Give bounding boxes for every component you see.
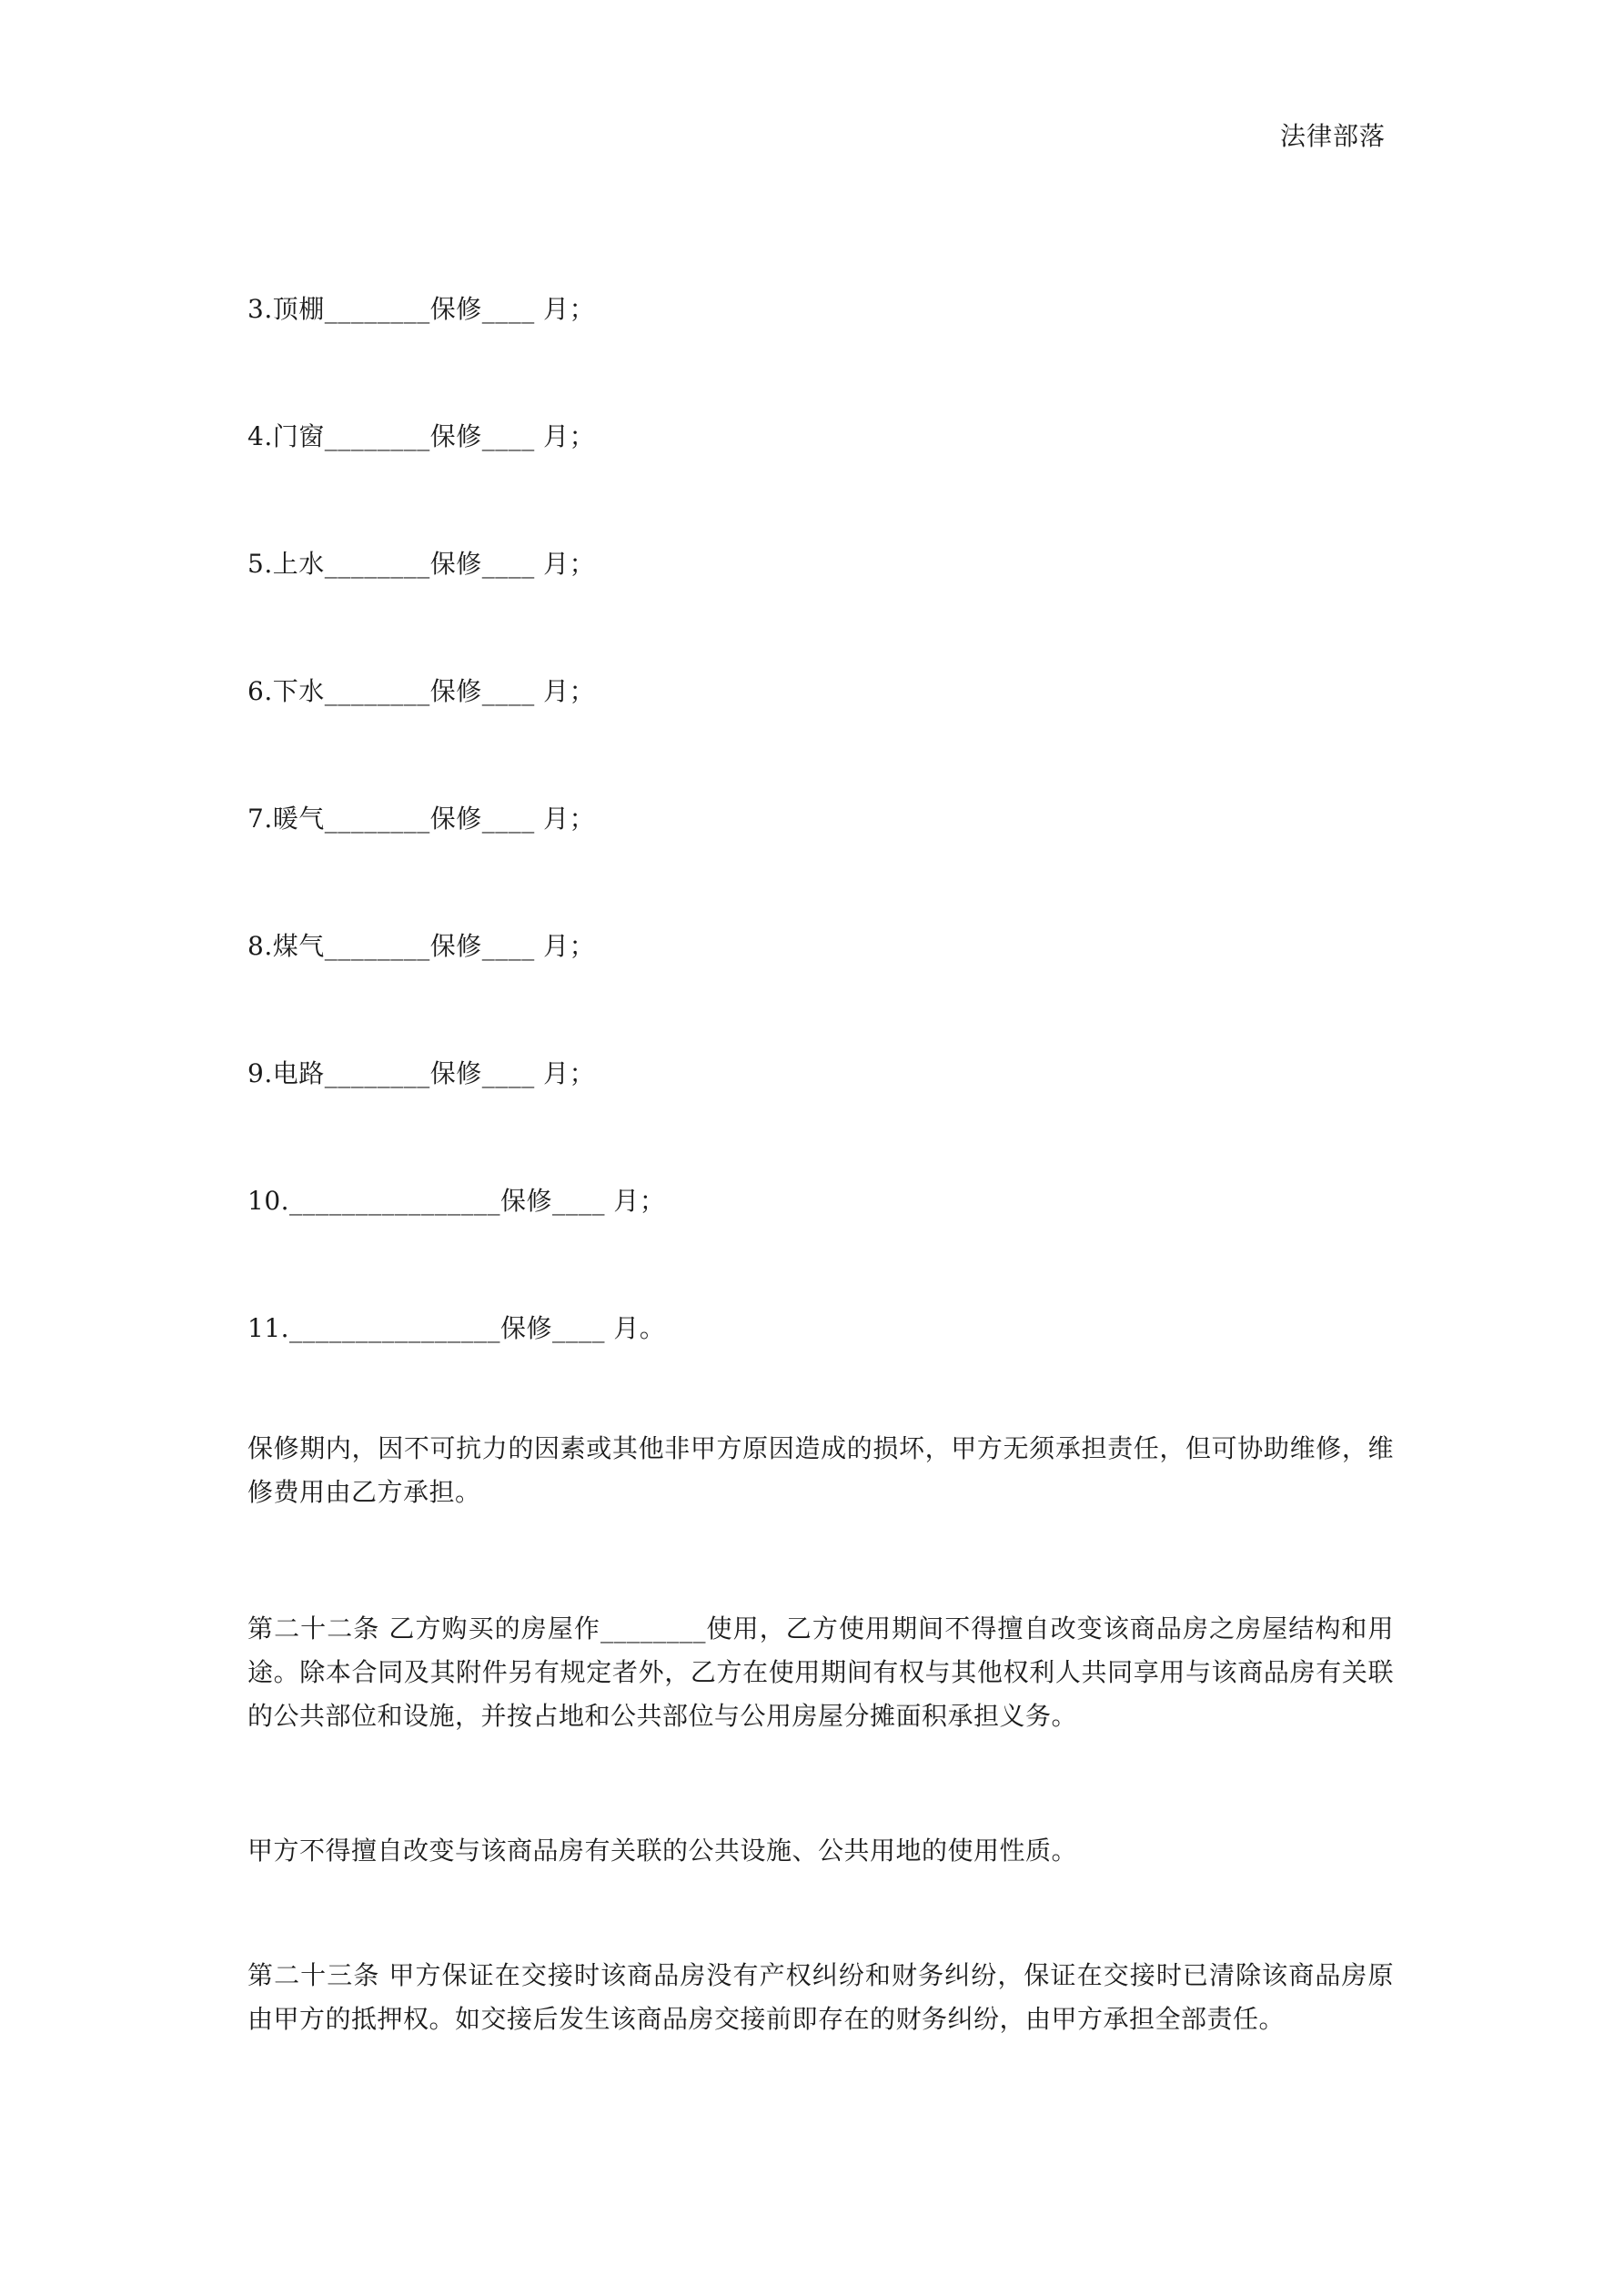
- warranty-item-6: 6.下水________保修____ 月；: [247, 676, 596, 706]
- warranty-item-3: 3.顶棚________保修____ 月；: [247, 294, 596, 324]
- header-brand: 法律部落: [1279, 121, 1386, 151]
- warranty-item-5: 5.上水________保修____ 月；: [247, 549, 596, 579]
- paragraph-warranty-note: 保修期内，因不可抗力的因素或其他非甲方原因造成的损坏，甲方无须承担责任，但可协助维修，维修费用由乙方承担。: [247, 1433, 1394, 1507]
- warranty-item-4: 4.门窗________保修____ 月；: [247, 421, 596, 451]
- warranty-item-8: 8.煤气________保修____ 月；: [247, 931, 596, 961]
- warranty-item-10: 10.________________保修____ 月；: [247, 1186, 666, 1216]
- paragraph-article-22: 第二十二条 乙方购买的房屋作________使用，乙方使用期间不得擅自改变该商品房之房屋结构和用途。除本合同及其附件另有规定者外，乙方在使用期间有权与其他权利人共同享用与该商品房有关联的公共部位和设施，并按占地和公共部位与公用房屋分摊面积承担义务。: [247, 1613, 1394, 1731]
- warranty-item-11: 11.________________保修____ 月。: [247, 1313, 666, 1343]
- paragraph-article-23: 第二十三条 甲方保证在交接时该商品房没有产权纠纷和财务纠纷，保证在交接时已清除该商品房原由甲方的抵押权。如交接后发生该商品房交接前即存在的财务纠纷，由甲方承担全部责任。: [247, 1960, 1394, 2034]
- warranty-item-9: 9.电路________保修____ 月；: [247, 1058, 596, 1088]
- warranty-item-7: 7.暖气________保修____ 月；: [247, 804, 596, 834]
- paragraph-public-facilities: 甲方不得擅自改变与该商品房有关联的公共设施、公共用地的使用性质。: [247, 1836, 1078, 1866]
